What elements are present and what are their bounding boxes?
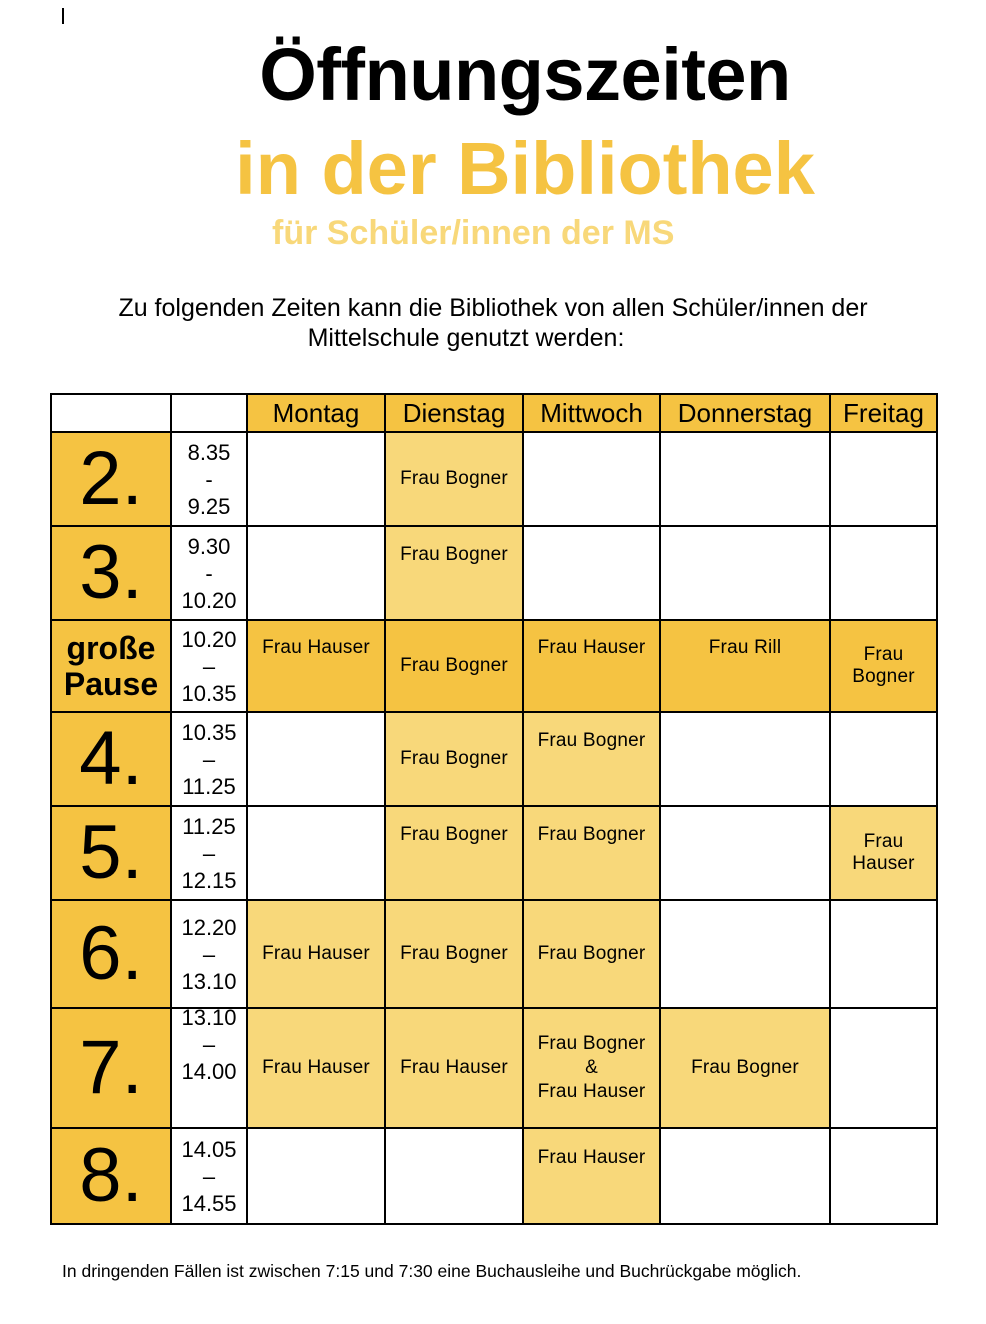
schedule-cell [660, 712, 830, 806]
schedule-cell [660, 806, 830, 900]
cell-text: Frau Bogner [537, 730, 646, 751]
schedule-cell [523, 1128, 660, 1224]
cell-text-line: & [585, 1057, 598, 1078]
time-range [171, 620, 247, 712]
schedule-cell [523, 806, 660, 900]
cell-text: Frau Hauser [262, 637, 370, 658]
time-start: 11.25 [182, 813, 236, 839]
schedule-cell [660, 526, 830, 620]
audience-line: für Schüler/innen der MS [272, 214, 675, 252]
schedule-cell: Frau Hauser [247, 1008, 385, 1128]
time-end: 10.20 [181, 587, 237, 613]
table-row [51, 526, 937, 620]
period-label: 6. [51, 900, 171, 1008]
pause-label-line-2: Pause [63, 666, 159, 702]
cell-text: Frau Hauser [537, 1147, 646, 1168]
cell-text-line: Frau [863, 644, 904, 665]
schedule-cell [247, 712, 385, 806]
period-label-pause [51, 620, 171, 712]
schedule-cell [247, 526, 385, 620]
period-label: 3. [51, 526, 171, 620]
schedule-cell [660, 1128, 830, 1224]
schedule-cell: Frau Bogner [385, 620, 523, 712]
schedule-cell [247, 806, 385, 900]
schedule-cell [830, 712, 937, 806]
time-end: 14.55 [181, 1190, 237, 1216]
schedule-cell [830, 432, 937, 526]
schedule-cell: Frau Hauser [385, 1008, 523, 1128]
time-start: 12.20 [181, 914, 237, 940]
day-header-donnerstag: Donnerstag [660, 394, 830, 432]
schedule-cell [660, 432, 830, 526]
intro-line-2: Mittelschule genutzt werden: [307, 324, 625, 352]
text-cursor [62, 8, 64, 24]
day-header-mittwoch: Mittwoch [523, 394, 660, 432]
period-label: 4. [51, 712, 171, 806]
time-start: 14.05 [181, 1136, 237, 1162]
schedule-cell: Frau Hauser [247, 900, 385, 1008]
period-label: 5. [51, 806, 171, 900]
schedule-cell [523, 712, 660, 806]
time-separator: – [202, 1163, 216, 1189]
time-separator: - [205, 560, 213, 586]
time-range [171, 712, 247, 806]
schedule-cell [830, 900, 937, 1008]
schedule-cell: Frau Bogner [385, 900, 523, 1008]
time-end: 14.00 [181, 1058, 237, 1084]
cell-text-line: Hauser [852, 853, 915, 874]
intro-line-1: Zu folgenden Zeiten kann die Bibliothek von allen Schüler/innen der [118, 294, 868, 322]
time-end: 11.25 [182, 773, 236, 799]
header-blank-cell [51, 394, 171, 432]
schedule-cell: Frau Bogner [385, 432, 523, 526]
schedule-table [50, 393, 938, 1225]
schedule-cell: Frau Bogner [660, 1008, 830, 1128]
time-end: 12.15 [181, 867, 237, 893]
schedule-cell [830, 526, 937, 620]
time-range [171, 526, 247, 620]
time-separator: - [205, 466, 213, 492]
header-blank-cell [171, 394, 247, 432]
time-range [171, 1128, 247, 1224]
schedule-cell [830, 1128, 937, 1224]
time-separator: – [202, 840, 216, 866]
schedule-cell [385, 526, 523, 620]
page-title: Öffnungszeiten [259, 33, 791, 116]
table-row [51, 1008, 937, 1128]
time-range [171, 900, 247, 1008]
cell-text: Frau Bogner [537, 824, 646, 845]
schedule-cell [385, 806, 523, 900]
footer-note: In dringenden Fällen ist zwischen 7:15 und 7:30 eine Buchausleihe und Buchrückgabe möglich. [62, 1261, 802, 1281]
schedule-cell [523, 620, 660, 712]
schedule-cell [660, 900, 830, 1008]
table-row [51, 900, 937, 1008]
day-header-freitag: Freitag [830, 394, 937, 432]
table-row-pause [51, 620, 937, 712]
intro-text [0, 293, 986, 353]
page-subtitle: in der Bibliothek [235, 127, 815, 210]
schedule-cell: Frau Bogner [385, 712, 523, 806]
cell-text: Frau Bogner [400, 824, 508, 845]
time-start: 10.35 [181, 719, 237, 745]
table-header-row [51, 394, 937, 432]
schedule-cell [385, 1128, 523, 1224]
day-header-dienstag: Dienstag [385, 394, 523, 432]
schedule-cell [247, 620, 385, 712]
period-label: 7. [51, 1008, 171, 1128]
time-start: 13.10 [181, 1004, 237, 1030]
cell-text-line: Frau Bogner [537, 1033, 646, 1054]
cell-text: Frau Bogner [400, 544, 508, 565]
time-start: 9.30 [187, 533, 231, 559]
time-separator: – [202, 653, 216, 679]
schedule-cell [247, 1128, 385, 1224]
time-range [171, 432, 247, 526]
period-label: 2. [51, 432, 171, 526]
time-start: 8.35 [187, 439, 231, 465]
schedule-cell [830, 806, 937, 900]
schedule-cell [830, 620, 937, 712]
table-row [51, 432, 937, 526]
schedule-cell: Frau Bogner [523, 900, 660, 1008]
time-range [171, 1004, 247, 1128]
time-separator: – [202, 941, 216, 967]
cell-text-line: Frau [863, 831, 904, 852]
table-row [51, 1128, 937, 1224]
cell-text-line: Bogner [852, 666, 915, 687]
cell-text-line: Frau Hauser [537, 1081, 646, 1102]
time-range [171, 806, 247, 900]
time-start: 10.20 [181, 626, 237, 652]
period-label: 8. [51, 1128, 171, 1224]
schedule-cell [523, 526, 660, 620]
cell-text: Frau Hauser [537, 637, 646, 658]
cell-text: Frau Rill [708, 637, 782, 658]
schedule-cell [523, 432, 660, 526]
table-row [51, 712, 937, 806]
time-end: 13.10 [181, 968, 237, 994]
time-separator: – [202, 746, 216, 772]
schedule-cell [830, 1008, 937, 1128]
day-header-montag: Montag [247, 394, 385, 432]
table-row [51, 806, 937, 900]
time-end: 9.25 [187, 493, 231, 519]
time-end: 10.35 [181, 680, 237, 706]
schedule-cell [660, 620, 830, 712]
time-separator: – [202, 1031, 216, 1057]
schedule-cell [523, 1008, 660, 1128]
pause-label-line-1: große [66, 630, 156, 666]
schedule-cell [247, 432, 385, 526]
